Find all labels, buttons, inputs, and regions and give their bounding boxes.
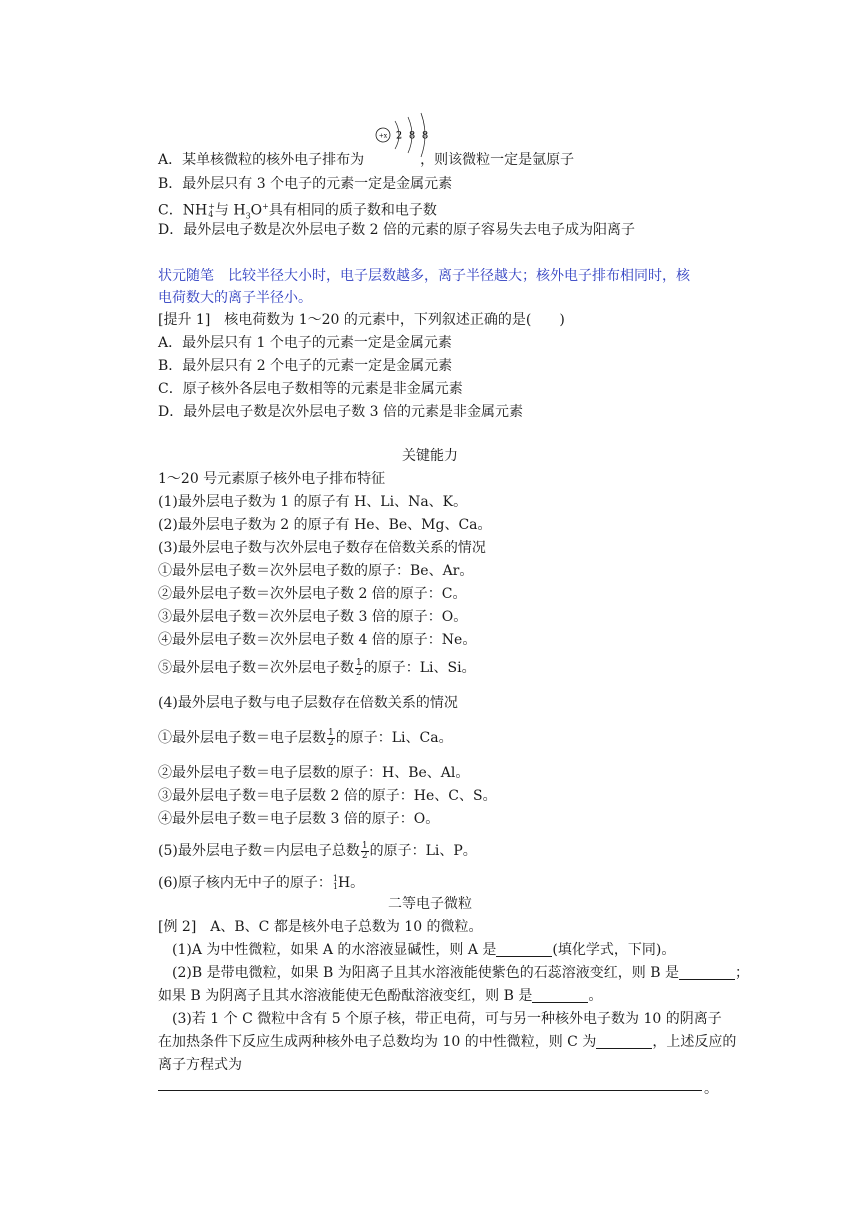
note-line-2: 电荷数大的离子半径小。 (158, 290, 312, 306)
tisheng-option-d: D．最外层电子数是次外层电子数 3 倍的元素是非金属元素 (158, 404, 524, 420)
key-p4-1-text-2: 的原子：Li、Ca。 (335, 730, 453, 746)
key-p6-end: 。 (350, 875, 365, 891)
tisheng-option-a: A．最外层只有 1 个电子的元素一定是金属元素 (158, 335, 452, 351)
nuclide-symbol: H (337, 875, 351, 891)
h3o-charge: + (262, 202, 269, 211)
q1-text-2: (填化学式，下同)。 (552, 942, 676, 958)
q2-text-3: 如果 B 为阴离子且其水溶液能使无色酚酞溶液变红，则 B 是 (158, 988, 533, 1004)
shell-count-2: 8 (408, 130, 416, 142)
answer-blank[interactable] (532, 988, 588, 1003)
example-stem: [例 2] A、B、C 都是核外电子总数为 10 的微粒。 (158, 919, 483, 935)
section-heading-key: 关键能力 (402, 448, 458, 464)
key-p5-text-2: 的原子：Li、P。 (369, 843, 477, 859)
tisheng-option-c: C．原子核外各层电子数相等的元素是非金属元素 (158, 381, 463, 397)
key-p3-4: ④最外层电子数＝次外层电子数 4 倍的原子：Ne。 (158, 632, 477, 648)
q3-text-3: ，上述反应的 (652, 1034, 737, 1050)
example-q3-line-2 (158, 1032, 736, 1052)
equation-answer-line[interactable] (158, 1090, 702, 1091)
fraction-half: $\frac{1}{2}$ (356, 657, 362, 678)
answer-blank[interactable] (596, 1034, 652, 1049)
q3-text-2: 在加热条件下反应生成两种核外电子总数均为 10 的中性微粒，则 C 为 (158, 1034, 597, 1050)
key-p3-5-text-2: 的原子：Li、Si。 (363, 660, 476, 676)
option-a-text-1: A．某单核微粒的核外电子排布为 (158, 152, 365, 168)
example-q1 (172, 940, 675, 960)
q2-text-4: 。 (588, 988, 603, 1004)
note-line-1: 状元随笔 比较半径大小时，电子层数越多，离子半径越大；核外电子排布相同时，核 (158, 268, 690, 284)
key-p4-2: ②最外层电子数＝电子层数的原子：H、Be、Al。 (158, 765, 470, 781)
example-q3-line-3: 离子方程式为 (158, 1057, 242, 1073)
key-intro: 1～20 号元素原子核外电子排布特征 (158, 471, 386, 487)
key-p4-4: ④最外层电子数＝电子层数 3 倍的原子：O。 (158, 811, 440, 827)
key-p1: (1)最外层电子数为 1 的原子有 H、Li、Na、K。 (158, 494, 468, 510)
q2-text-2: ； (734, 965, 749, 981)
key-p2: (2)最外层电子数为 2 的原子有 He、Be、Mg、Ca。 (158, 517, 492, 533)
option-c-tail: 具有相同的质子数和电子数 (268, 202, 437, 219)
section-heading-isoelectronic: 二等电子微粒 (388, 896, 472, 912)
shell-count-1: 2 (395, 130, 403, 142)
answer-blank[interactable] (679, 965, 735, 980)
key-p3-5 (158, 658, 476, 678)
nh4-charge: + 4 (208, 201, 215, 219)
h3o-sub: 3 (245, 211, 251, 221)
key-p4-3: ③最外层电子数＝电子层数 2 倍的原子：He、C、S。 (158, 788, 497, 804)
key-p5-text-1: (5)最外层电子数＝内层电子总数 (158, 843, 360, 859)
key-p3-3: ③最外层电子数＝次外层电子数 3 倍的原子：O。 (158, 609, 468, 625)
key-p6-text: (6)原子核内无中子的原子： (158, 875, 332, 891)
option-a-text-2: ，则该微粒一定是氩原子 (420, 152, 575, 168)
q1-text-1: (1)A 为中性微粒，如果 A 的水溶液显碱性，则 A 是 (172, 942, 497, 958)
fraction-half: $\frac{1}{2}$ (361, 840, 368, 861)
tisheng-stem: [提升 1] 核电荷数为 1～20 的元素中，下列叙述正确的是( ) (158, 312, 565, 328)
key-p6 (158, 873, 364, 893)
option-a (158, 150, 574, 170)
answer-blank[interactable] (496, 942, 552, 957)
key-p3-1: ①最外层电子数＝次外层电子数的原子：Be、Ar。 (158, 563, 474, 579)
nucleus-charge: +x (378, 132, 388, 140)
example-q2-line-2 (158, 986, 602, 1006)
key-p4-1-text-1: ①最外层电子数＝电子层数 (158, 730, 326, 746)
option-c-prefix: C． (158, 202, 183, 219)
option-d: D．最外层电子数是次外层电子数 2 倍的元素的原子容易失去电子成为阳离子 (158, 222, 636, 238)
nh4-formula: NH (182, 202, 208, 219)
example-q3-line-1: (3)若 1 个 C 微粒中含有 5 个原子核，带正电荷，可与另一种核外电子数为 10 的阴离子 (172, 1011, 722, 1027)
key-p3-5-text-1: ⑤最外层电子数＝次外层电子数 (158, 660, 354, 676)
q2-text-1: (2)B 是带电微粒，如果 B 为阳离子且其水溶液能使紫色的石蕊溶液变红，则 B 是 (172, 965, 679, 981)
shell-count-3: 8 (421, 130, 429, 142)
example-q2-line-1 (172, 963, 749, 983)
key-p3-2: ②最外层电子数＝次外层电子数 2 倍的原子：C。 (158, 586, 467, 602)
key-p5 (158, 841, 477, 861)
key-p4: (4)最外层电子数与电子层数存在倍数关系的情况 (158, 695, 458, 711)
tisheng-option-b: B．最外层只有 2 个电子的元素一定是金属元素 (158, 358, 453, 374)
equation-end-period: 。 (704, 1081, 718, 1097)
key-p3: (3)最外层电子数与次外层电子数存在倍数关系的情况 (158, 540, 486, 556)
h3o-o: O (250, 202, 263, 219)
key-p4-1 (158, 728, 453, 748)
h3o-formula: 与 H (214, 202, 246, 219)
fraction-half: $\frac{1}{2}$ (328, 727, 334, 748)
option-b: B．最外层只有 3 个电子的元素一定是金属元素 (158, 176, 453, 192)
nuclide-numbers: 1 1 (332, 874, 338, 891)
